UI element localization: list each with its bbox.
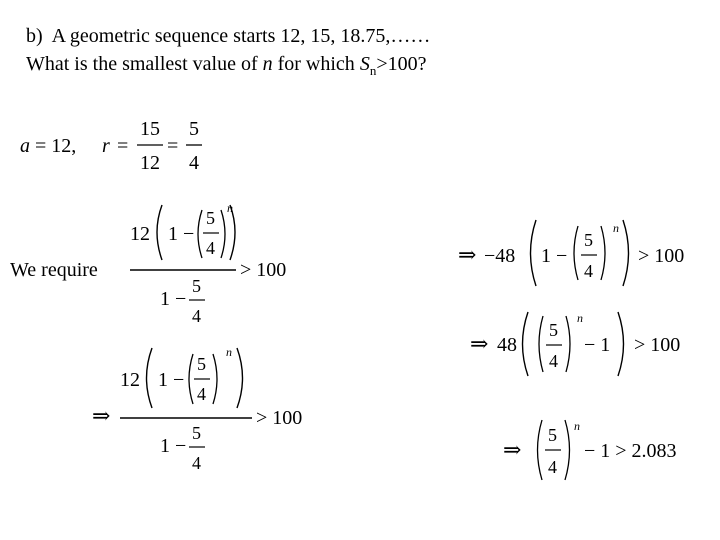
step3-base-num: 5 xyxy=(584,230,593,250)
step4-base-num: 5 xyxy=(549,320,558,340)
var-r: r xyxy=(102,135,110,157)
step1-den-one-minus: 1 − xyxy=(160,288,187,310)
part-label: b) xyxy=(26,25,43,47)
step2-inequality xyxy=(92,345,302,473)
step1-den-num: 5 xyxy=(192,276,201,296)
step5-base-den: 4 xyxy=(548,457,557,477)
step1-base-num: 5 xyxy=(206,208,215,228)
step3-outer-paren-left xyxy=(531,220,537,286)
step2-den-num: 5 xyxy=(192,423,201,443)
given-values xyxy=(20,118,202,174)
question-prefix: What is the smallest value of xyxy=(26,53,263,75)
question-var-S: S xyxy=(359,53,370,75)
question-sequence-text: A geometric sequence starts 12, 15, 18.75,…… xyxy=(51,25,431,47)
step3-inequality xyxy=(458,220,684,286)
r-denominator: 12 xyxy=(140,152,160,174)
step1-rhs: > 100 xyxy=(240,259,287,281)
step2-rhs: > 100 xyxy=(256,407,303,429)
question-mid: for which xyxy=(272,53,360,75)
step2-base-num: 5 xyxy=(197,354,206,374)
step3-inner-paren-left xyxy=(574,226,578,280)
step5-exponent: n xyxy=(574,419,580,433)
step3-implies: ⇒ xyxy=(458,242,477,267)
step2-exponent: n xyxy=(226,345,232,359)
step4-outer-paren-right xyxy=(618,312,624,376)
step2-inner-paren-right xyxy=(213,354,217,404)
step3-base-den: 4 xyxy=(584,261,593,281)
step1-inequality xyxy=(10,201,286,326)
step4-inequality xyxy=(470,311,680,376)
step4-inner-paren-right xyxy=(566,316,570,372)
step1-base-den: 4 xyxy=(206,238,215,258)
step1-one-minus: 1 − xyxy=(168,223,195,245)
step2-base-den: 4 xyxy=(197,384,206,404)
step5-implies: ⇒ xyxy=(503,437,522,462)
step2-coef: 12 xyxy=(120,369,140,391)
step4-rhs: > 100 xyxy=(634,334,681,356)
step5-paren-right xyxy=(565,420,570,480)
step4-minus-one: − 1 xyxy=(584,334,611,356)
step4-exponent: n xyxy=(577,311,583,325)
step3-rhs: > 100 xyxy=(638,245,685,267)
step2-den-one-minus: 1 − xyxy=(160,435,187,457)
step1-label: We require xyxy=(10,259,98,281)
step4-coef: 48 xyxy=(497,334,517,356)
step5-rhs: − 1 > 2.083 xyxy=(584,440,677,462)
step2-inner-paren-left xyxy=(189,354,193,404)
step1-exponent: n xyxy=(227,201,233,215)
r-numerator: 15 xyxy=(140,118,160,140)
step5-paren-left xyxy=(538,420,543,480)
question-suffix: >100? xyxy=(376,53,427,75)
step4-outer-paren-left xyxy=(523,312,529,376)
step5-base-num: 5 xyxy=(548,425,557,445)
step3-one-minus: 1 − xyxy=(541,245,568,267)
step4-inner-paren-left xyxy=(539,316,543,372)
question-sub-n: n xyxy=(369,63,377,78)
equals-2: = xyxy=(167,135,179,157)
step3-outer-paren-right xyxy=(623,220,629,286)
step3-inner-paren-right xyxy=(601,226,605,280)
equals-1: = xyxy=(117,135,129,157)
step1-inner-paren-left xyxy=(198,210,202,258)
step2-den-den: 4 xyxy=(192,453,201,473)
step1-coef: 12 xyxy=(130,223,150,245)
step4-implies: ⇒ xyxy=(470,331,489,356)
r-simplified-numerator: 5 xyxy=(189,118,199,140)
step2-outer-paren-left xyxy=(147,348,153,408)
a-value: = 12, xyxy=(35,135,77,157)
step2-one-minus: 1 − xyxy=(158,369,185,391)
question-var-n: n xyxy=(262,53,273,75)
step1-inner-paren-right xyxy=(221,210,225,258)
step2-implies: ⇒ xyxy=(92,403,111,428)
step2-outer-paren-right xyxy=(237,348,243,408)
step5-inequality xyxy=(503,419,677,480)
step1-den-den: 4 xyxy=(192,306,201,326)
step3-exponent: n xyxy=(613,221,619,235)
var-a: a xyxy=(20,135,30,157)
step3-coef: −48 xyxy=(484,245,516,267)
r-simplified-denominator: 4 xyxy=(189,152,199,174)
step1-outer-paren-left xyxy=(157,205,162,260)
step4-base-den: 4 xyxy=(549,351,558,371)
